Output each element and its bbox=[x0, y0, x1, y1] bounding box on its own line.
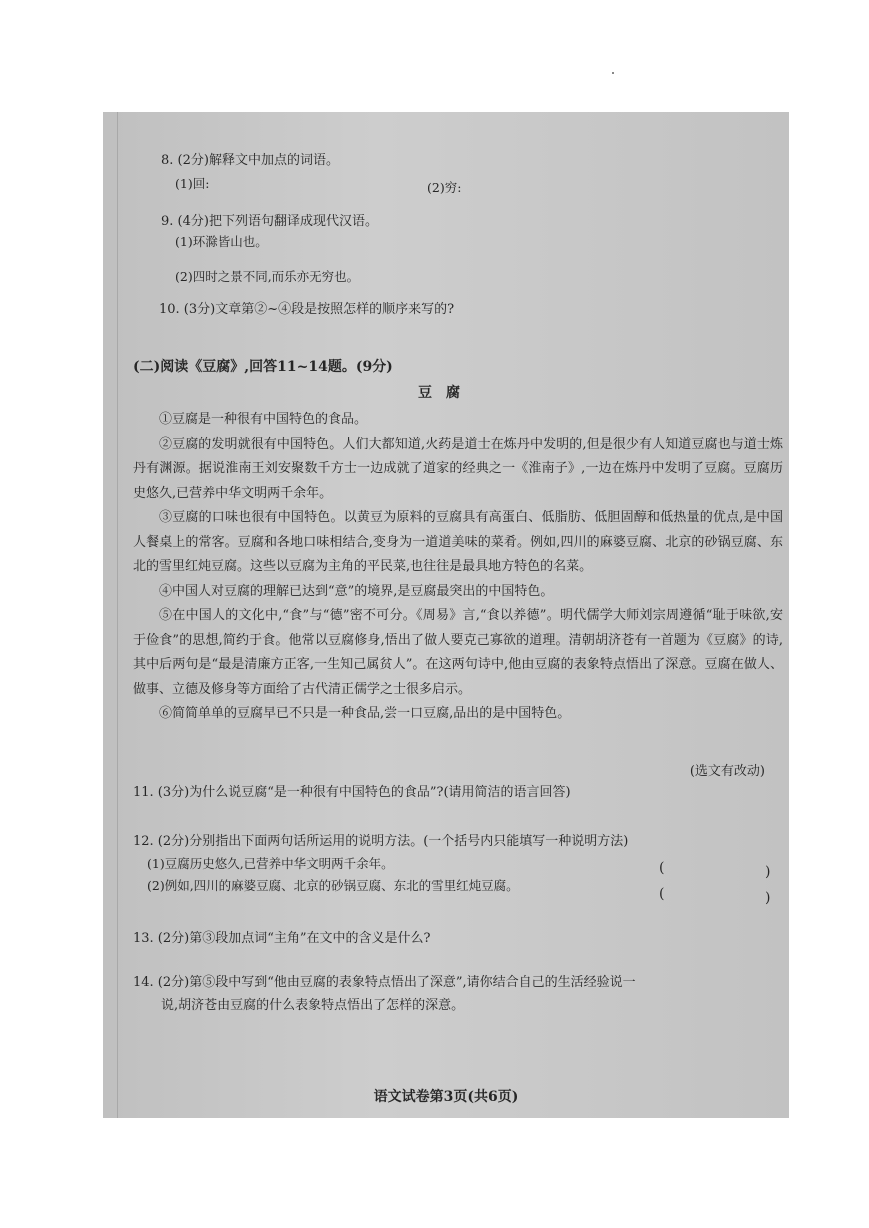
article-paragraph-1: ①豆腐是一种很有中国特色的食品。 bbox=[159, 412, 368, 427]
q14-line1: 14. (2分)第⑤段中写到“他由豆腐的表象特点悟出了深意”,请你结合自己的生活经验说一 bbox=[133, 975, 636, 990]
speck bbox=[612, 72, 614, 74]
page-footer: 语文试卷第3页(共6页) bbox=[373, 1089, 519, 1105]
article-paragraph-3: ③豆腐的口味也很有中国特色。以黄豆为原料的豆腐具有高蛋白、低脂肪、低胆固醇和低热量的优点,是中国人餐桌上的常客。豆腐和各地口味相结合,变身为一道道美味的菜肴。例如,四川的麻婆豆腐、北京的砂锅豆腐、东北的雪里红炖豆腐。这些以豆腐为主角的平民菜,也往往是最具地方特色的名菜。 bbox=[133, 510, 783, 574]
q12-answer2-close-paren: ) bbox=[765, 890, 771, 906]
q9-part1: (1)环滁皆山也。 bbox=[175, 234, 268, 249]
q13-stem: 13. (2分)第③段加点词“主角”在文中的含义是什么? bbox=[133, 931, 431, 946]
exam-page bbox=[103, 112, 789, 1118]
q14-line2: 说,胡济苍由豆腐的什么表象特点悟出了怎样的深意。 bbox=[161, 998, 465, 1013]
q9-stem: 9. (4分)把下列语句翻译成现代汉语。 bbox=[161, 214, 378, 229]
q12-answer2-open-paren: ( bbox=[659, 886, 665, 902]
article-paragraph-6: ⑥简简单单的豆腐早已不只是一种食品,尝一口豆腐,品出的是中国特色。 bbox=[159, 706, 571, 721]
source-note: (选文有改动) bbox=[689, 764, 765, 779]
article-paragraph-4: ④中国人对豆腐的理解已达到“意”的境界,是豆腐最突出的中国特色。 bbox=[159, 583, 554, 599]
q8-part2: (2)穷: bbox=[427, 180, 462, 195]
article-paragraph-2: ②豆腐的发明就很有中国特色。人们大都知道,火药是道士在炼丹中发明的,但是很少有人知道豆腐也与道士炼丹有渊源。据说淮南王刘安聚数千方士一边成就了道家的经典之一《淮南子》,一边在炼丹中发明了豆腐。豆腐历史悠久,已营养中华文明两千余年。 bbox=[133, 436, 783, 501]
q9-part2: (2)四时之景不同,而乐亦无穷也。 bbox=[175, 269, 360, 284]
q8-part1: (1)回: bbox=[175, 176, 210, 191]
binding-margin-line bbox=[117, 112, 118, 1118]
q12-stem: 12. (2分)分别指出下面两句话所运用的说明方法。(一个括号内只能填写一种说明方法) bbox=[133, 834, 629, 849]
q11-stem: 11. (3分)为什么说豆腐“是一种很有中国特色的食品”?(请用简洁的语言回答) bbox=[133, 785, 571, 800]
q12-answer1-open-paren: ( bbox=[659, 860, 665, 876]
q12-answer1-close-paren: ) bbox=[765, 864, 771, 880]
q8-stem: 8. (2分)解释文中加点的词语。 bbox=[161, 153, 339, 168]
section-heading: (二)阅读《豆腐》,回答11~14题。(9分) bbox=[133, 359, 393, 375]
q12-part2: (2)例如,四川的麻婆豆腐、北京的砂锅豆腐、东北的雪里红炖豆腐。 bbox=[147, 878, 519, 893]
q12-part1: (1)豆腐历史悠久,已营养中华文明两千余年。 bbox=[147, 856, 394, 871]
q10-stem: 10. (3分)文章第②~④段是按照怎样的顺序来写的? bbox=[159, 302, 455, 317]
article-title: 豆腐 bbox=[418, 385, 474, 401]
article-body bbox=[133, 408, 783, 727]
article-paragraph-5: ⑤在中国人的文化中,“食”与“德”密不可分。《周易》言,“食以养德”。明代儒学大师刘宗周遵循“耻于味欲,安于俭食”的思想,简约于食。他常以豆腐修身,悟出了做人要克己寡欲的道理。清朝胡济苍有一首题为《豆腐》的诗,其中后两句是“最是清廉方正客,一生知己属贫人”。在这两句诗中,他由豆腐的表象特点悟出了深意。豆腐在做人、做事、立德及修身等方面给了古代清正儒学之士很多启示。 bbox=[133, 608, 783, 697]
